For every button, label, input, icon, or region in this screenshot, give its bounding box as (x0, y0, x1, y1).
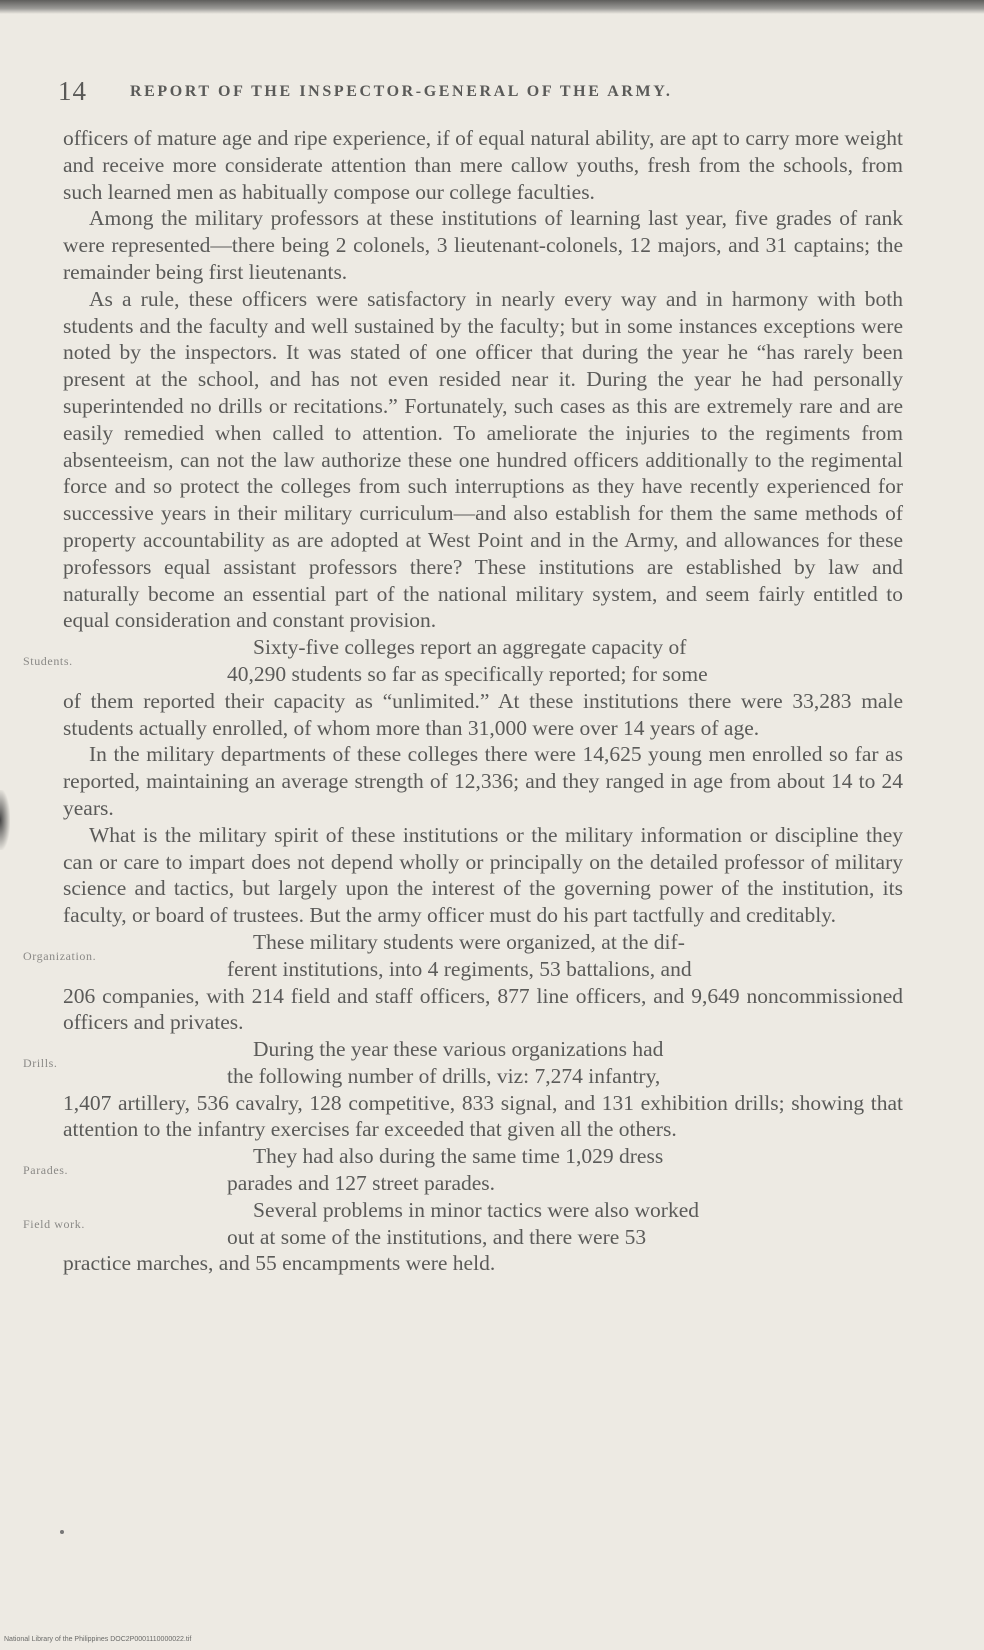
section-line-1: Sixty-five colleges report an aggregate capacity of (253, 635, 687, 660)
section-line-1: These military students were organized, at the dif- (253, 929, 685, 954)
margin-note-students: Students. (23, 654, 73, 669)
paragraph: officers of mature age and ripe experience, if of equal natural ability, are apt to carry more weight and receive more considerate attention than mere callow youths, fresh from the schools, from such learned men as habitually compose our college faculties. (63, 126, 903, 204)
page-number: 14 (58, 76, 87, 106)
section-line-1: They had also during the same time 1,029 dress (253, 1144, 664, 1169)
section-line-2: out at some of the institutions, and there were 53 (227, 1224, 647, 1249)
section-drills (23, 1036, 903, 1143)
binding-shadow (0, 790, 10, 850)
section-text: 1,407 artillery, 536 cavalry, 128 competitive, 833 signal, and 131 exhibition drills; showing that attention to the infantry exercises far exceeded that given all the others. (63, 1090, 903, 1142)
running-title: REPORT OF THE INSPECTOR-GENERAL OF THE ARMY. (130, 83, 673, 100)
section-line-2: the following number of drills, viz: 7,274 infantry, (227, 1063, 661, 1088)
section-organization (23, 929, 903, 1036)
section-field-work (23, 1197, 903, 1277)
margin-note-field-work: Field work. (23, 1216, 85, 1231)
ink-dot (60, 1530, 64, 1534)
margin-note-parades: Parades. (23, 1163, 69, 1178)
section-students (23, 634, 903, 741)
section-line-2: ferent institutions, into 4 regiments, 53 battalions, and (227, 956, 692, 981)
margin-note-organization: Organization. (23, 948, 97, 963)
paragraph: What is the military spirit of these institutions or the military information or discipline they can or care to impart does not depend wholly or principally on the detailed professor of military science and tactics, but largely upon the interest of the governing power of the institution, its faculty, or board of trustees. But the army officer must do his part tactfully and creditably. (63, 822, 903, 928)
margin-note-drills: Drills. (23, 1056, 58, 1071)
page-header (58, 76, 918, 116)
paragraph: As a rule, these officers were satisfactory in nearly every way and in harmony with both students and the faculty and well sustained by the faculty; but in some instances exceptions were noted by the inspectors. It was stated of one officer that during the year he “has rarely been present at the school, and has not even resided near it. During the year he had personally superintended no drills or recitations.” Fortunately, such cases as this are extremely rare and are easily remedied when called to attention. To ameliorate the injuries to the regiments from absenteeism, can not the law authorize these one hundred officers additionally to the regimental force and so protect the colleges from such interruptions as they have recently experienced for successive years in their military curriculum—and also establish for them the same methods of property accountability as are adopted at West Point and in the Army, and allowances for these professors equal assistant professors there? These institutions are established by law and naturally become an essential part of the national military system, and seem fairly entitled to equal consideration and constant provision. (63, 286, 903, 633)
section-text: 206 companies, with 214 field and staff officers, 877 line officers, and 9,649 noncommissioned officers and privates. (63, 983, 903, 1035)
paragraph: Among the military professors at these institutions of learning last year, five grades of rank were represented—there being 2 colonels, 3 lieutenant-colonels, 12 majors, and 31 captains; the remainder being first lieutenants. (63, 206, 903, 284)
scan-top-edge (0, 0, 984, 14)
scan-footer-id: National Library of the Philippines DOC2P0001110000022.tif (4, 1636, 192, 1643)
section-text: of them reported their capacity as “unlimited.” At these institutions there were 33,283 male students actually enrolled, of whom more than 31,000 were over 14 years of age. (63, 688, 903, 740)
section-line-2: parades and 127 street parades. (227, 1171, 496, 1196)
section-line-1: Several problems in minor tactics were also worked (253, 1197, 699, 1222)
body-text (23, 125, 903, 1277)
paragraph: In the military departments of these colleges there were 14,625 young men enrolled so far as reported, maintaining an average strength of 12,336; and they ranged in age from about 14 to 24 years. (63, 742, 903, 820)
section-line-1: During the year these various organizations had (253, 1037, 664, 1062)
section-text: practice marches, and 55 encampments were held. (63, 1251, 496, 1276)
section-line-2: 40,290 students so far as specifically reported; for some (227, 661, 708, 686)
section-parades (23, 1143, 903, 1197)
